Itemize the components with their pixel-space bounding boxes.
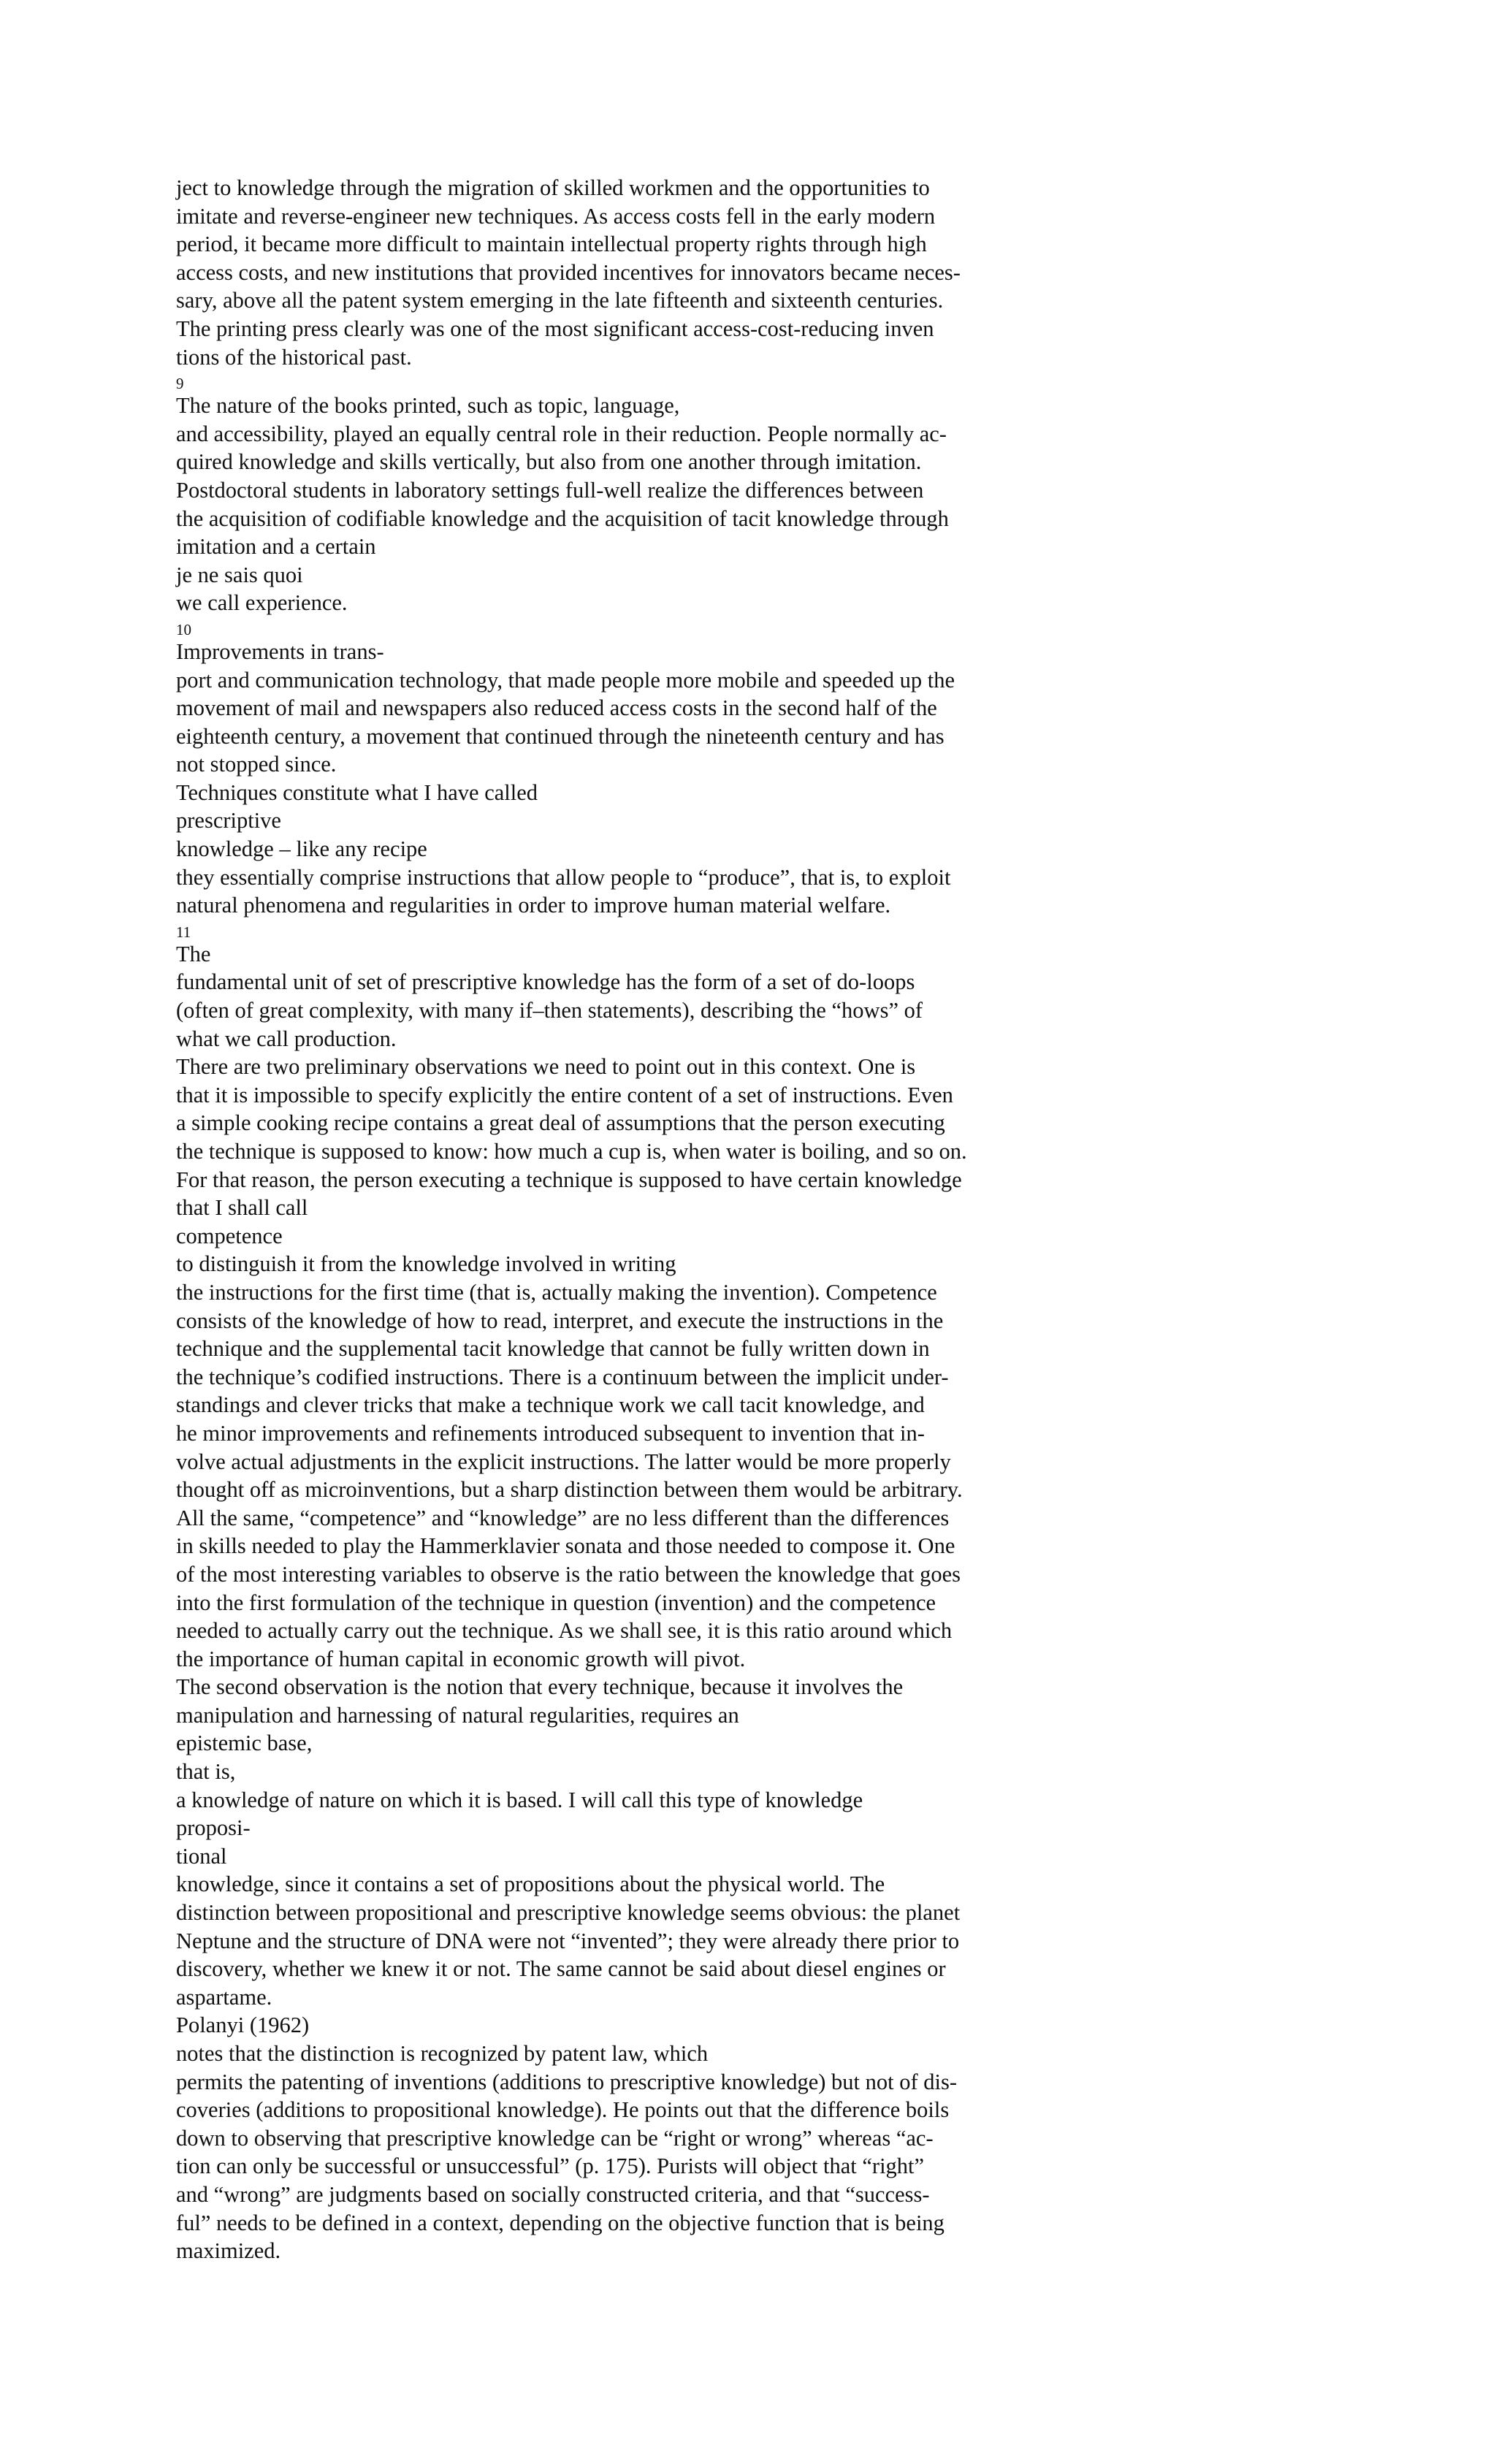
text-line: that it is impossible to specify explicitly the entire content of a set of instructions. Even xyxy=(176,1082,953,1107)
text-line: what we call production. xyxy=(176,1026,397,1051)
text-line: (often of great complexity, with many if–then statements), describing the “hows” of xyxy=(176,998,923,1023)
text-line: Postdoctoral students in laboratory settings full-well realize the differences between xyxy=(176,477,924,503)
text-line: The printing press clearly was one of the most significant access-cost-reducing inven xyxy=(176,316,934,341)
text-line: manipulation and harnessing of natural regularities, requires an xyxy=(176,1702,739,1728)
text-line: coveries (additions to propositional knowledge). He points out that the difference boils xyxy=(176,2097,950,2123)
text-line: There are two preliminary observations we need to point out in this context. One is xyxy=(176,1054,916,1080)
text-line: and “wrong” are judgments based on socially constructed criteria, and that “success- xyxy=(176,2181,930,2207)
text-line: Improvements in trans- xyxy=(176,638,384,664)
text-line: tion can only be successful or unsuccessful” (p. 175). Purists will object that “right” xyxy=(176,2154,925,2179)
text-line: maximized. xyxy=(176,2238,281,2264)
text-line: prescriptive xyxy=(176,808,281,834)
text-line: standings and clever tricks that make a technique work we call tacit knowledge, and xyxy=(176,1392,925,1418)
text-line: the importance of human capital in economic growth will pivot. xyxy=(176,1646,746,1671)
text-line: thought off as microinventions, but a sharp distinction between them would be arbitrary. xyxy=(176,1477,963,1503)
text-line: Polanyi (1962) xyxy=(176,2013,310,2038)
text-line: The nature of the books printed, such as topic, language, xyxy=(176,393,680,419)
text-line: imitate and reverse-engineer new techniques. As access costs fell in the early modern xyxy=(176,203,936,229)
footnote-marker: 9 xyxy=(176,375,184,393)
text-line: needed to actually carry out the technique. As we shall see, it is this ratio around which xyxy=(176,1618,953,1644)
text-line: distinction between propositional and prescriptive knowledge seems obvious: the planet xyxy=(176,1900,961,1926)
text-line: and accessibility, played an equally central role in their reduction. People normally ac- xyxy=(176,421,947,446)
footnote-marker: 10 xyxy=(176,620,191,638)
text-line: knowledge, since it contains a set of propositions about the physical world. The xyxy=(176,1872,885,1897)
text-line: The xyxy=(176,941,211,966)
text-line: notes that the distinction is recognized by patent law, which xyxy=(176,2041,709,2066)
text-line: that I shall call xyxy=(176,1195,308,1221)
text-line: The second observation is the notion that every technique, because it involves the xyxy=(176,1674,904,1700)
text-line: permits the patenting of inventions (additions to prescriptive knowledge) but not of dis- xyxy=(176,2069,957,2094)
text-line: ful” needs to be defined in a context, depending on the objective function that is being xyxy=(176,2210,944,2235)
text-line: discovery, whether we knew it or not. The same cannot be said about diesel engines or xyxy=(176,1956,946,1982)
text-line: epistemic base, xyxy=(176,1731,313,1756)
text-line: natural phenomena and regularities in order to improve human material welfare. xyxy=(176,893,891,918)
text-line: we call experience. xyxy=(176,590,348,616)
text-line: he minor improvements and refinements introduced subsequent to invention that in- xyxy=(176,1420,925,1446)
text-line: consists of the knowledge of how to read, interpret, and execute the instructions in the xyxy=(176,1308,944,1333)
text-line: into the first formulation of the technique in question (invention) and the competence xyxy=(176,1590,936,1615)
text-line: sary, above all the patent system emerging in the late fifteenth and sixteenth centuries. xyxy=(176,288,944,313)
footnote-marker: 11 xyxy=(176,923,191,941)
text-line: Neptune and the structure of DNA were not “invented”; they were already there prior to xyxy=(176,1928,960,1953)
text-line: they essentially comprise instructions that allow people to “produce”, that is, to exploit xyxy=(176,864,951,890)
text-line: tional xyxy=(176,1843,227,1869)
text-line: in skills needed to play the Hammerklavier sonata and those needed to compose it. One xyxy=(176,1533,955,1559)
text-line: the technique’s codified instructions. There is a continuum between the implicit under- xyxy=(176,1364,949,1389)
text-line: of the most interesting variables to observe is the ratio between the knowledge that goes xyxy=(176,1561,961,1587)
text-line: volve actual adjustments in the explicit instructions. The latter would be more properly xyxy=(176,1449,951,1474)
text-line: port and communication technology, that made people more mobile and speeded up the xyxy=(176,667,955,693)
text-line: the technique is supposed to know: how much a cup is, when water is boiling, and so on. xyxy=(176,1139,967,1164)
text-line: knowledge – like any recipe xyxy=(176,836,427,862)
text-line: access costs, and new institutions that provided incentives for innovators became neces- xyxy=(176,259,961,285)
document-body xyxy=(176,174,1272,2265)
text-line: ject to knowledge through the migration of skilled workmen and the opportunities to xyxy=(176,175,930,200)
text-line: eighteenth century, a movement that continued through the nineteenth century and has xyxy=(176,723,944,749)
text-line: movement of mail and newspapers also reduced access costs in the second half of the xyxy=(176,695,937,721)
text-line: competence xyxy=(176,1223,283,1248)
text-line: quired knowledge and skills vertically, but also from one another through imitation. xyxy=(176,449,922,475)
text-line: period, it became more difficult to maintain intellectual property rights through high xyxy=(176,232,927,257)
text-line: All the same, “competence” and “knowledge” are no less different than the differences xyxy=(176,1505,950,1530)
text-line: a knowledge of nature on which it is based. I will call this type of knowledge xyxy=(176,1787,863,1812)
text-line: For that reason, the person executing a technique is supposed to have certain knowledge xyxy=(176,1167,962,1192)
text-line: je ne sais quoi xyxy=(176,562,303,587)
text-line: to distinguish it from the knowledge involved in writing xyxy=(176,1251,676,1277)
text-line: not stopped since. xyxy=(176,752,337,777)
text-line: Techniques constitute what I have called xyxy=(176,779,538,805)
text-line: the instructions for the first time (that is, actually making the invention). Competence xyxy=(176,1279,937,1305)
text-line: a simple cooking recipe contains a great deal of assumptions that the person executing xyxy=(176,1110,945,1136)
text-line: fundamental unit of set of prescriptive knowledge has the form of a set of do-loops xyxy=(176,969,915,995)
text-line: down to observing that prescriptive knowledge can be “right or wrong” whereas “ac- xyxy=(176,2125,934,2151)
text-line: tions of the historical past. xyxy=(176,344,412,370)
text-line: that is, xyxy=(176,1759,236,1785)
text-line: proposi- xyxy=(176,1815,251,1841)
text-line: the acquisition of codifiable knowledge and the acquisition of tacit knowledge through xyxy=(176,506,949,531)
text-line: aspartame. xyxy=(176,1984,272,2010)
text-line: technique and the supplemental tacit knowledge that cannot be fully written down in xyxy=(176,1336,930,1362)
text-line: imitation and a certain xyxy=(176,534,376,560)
